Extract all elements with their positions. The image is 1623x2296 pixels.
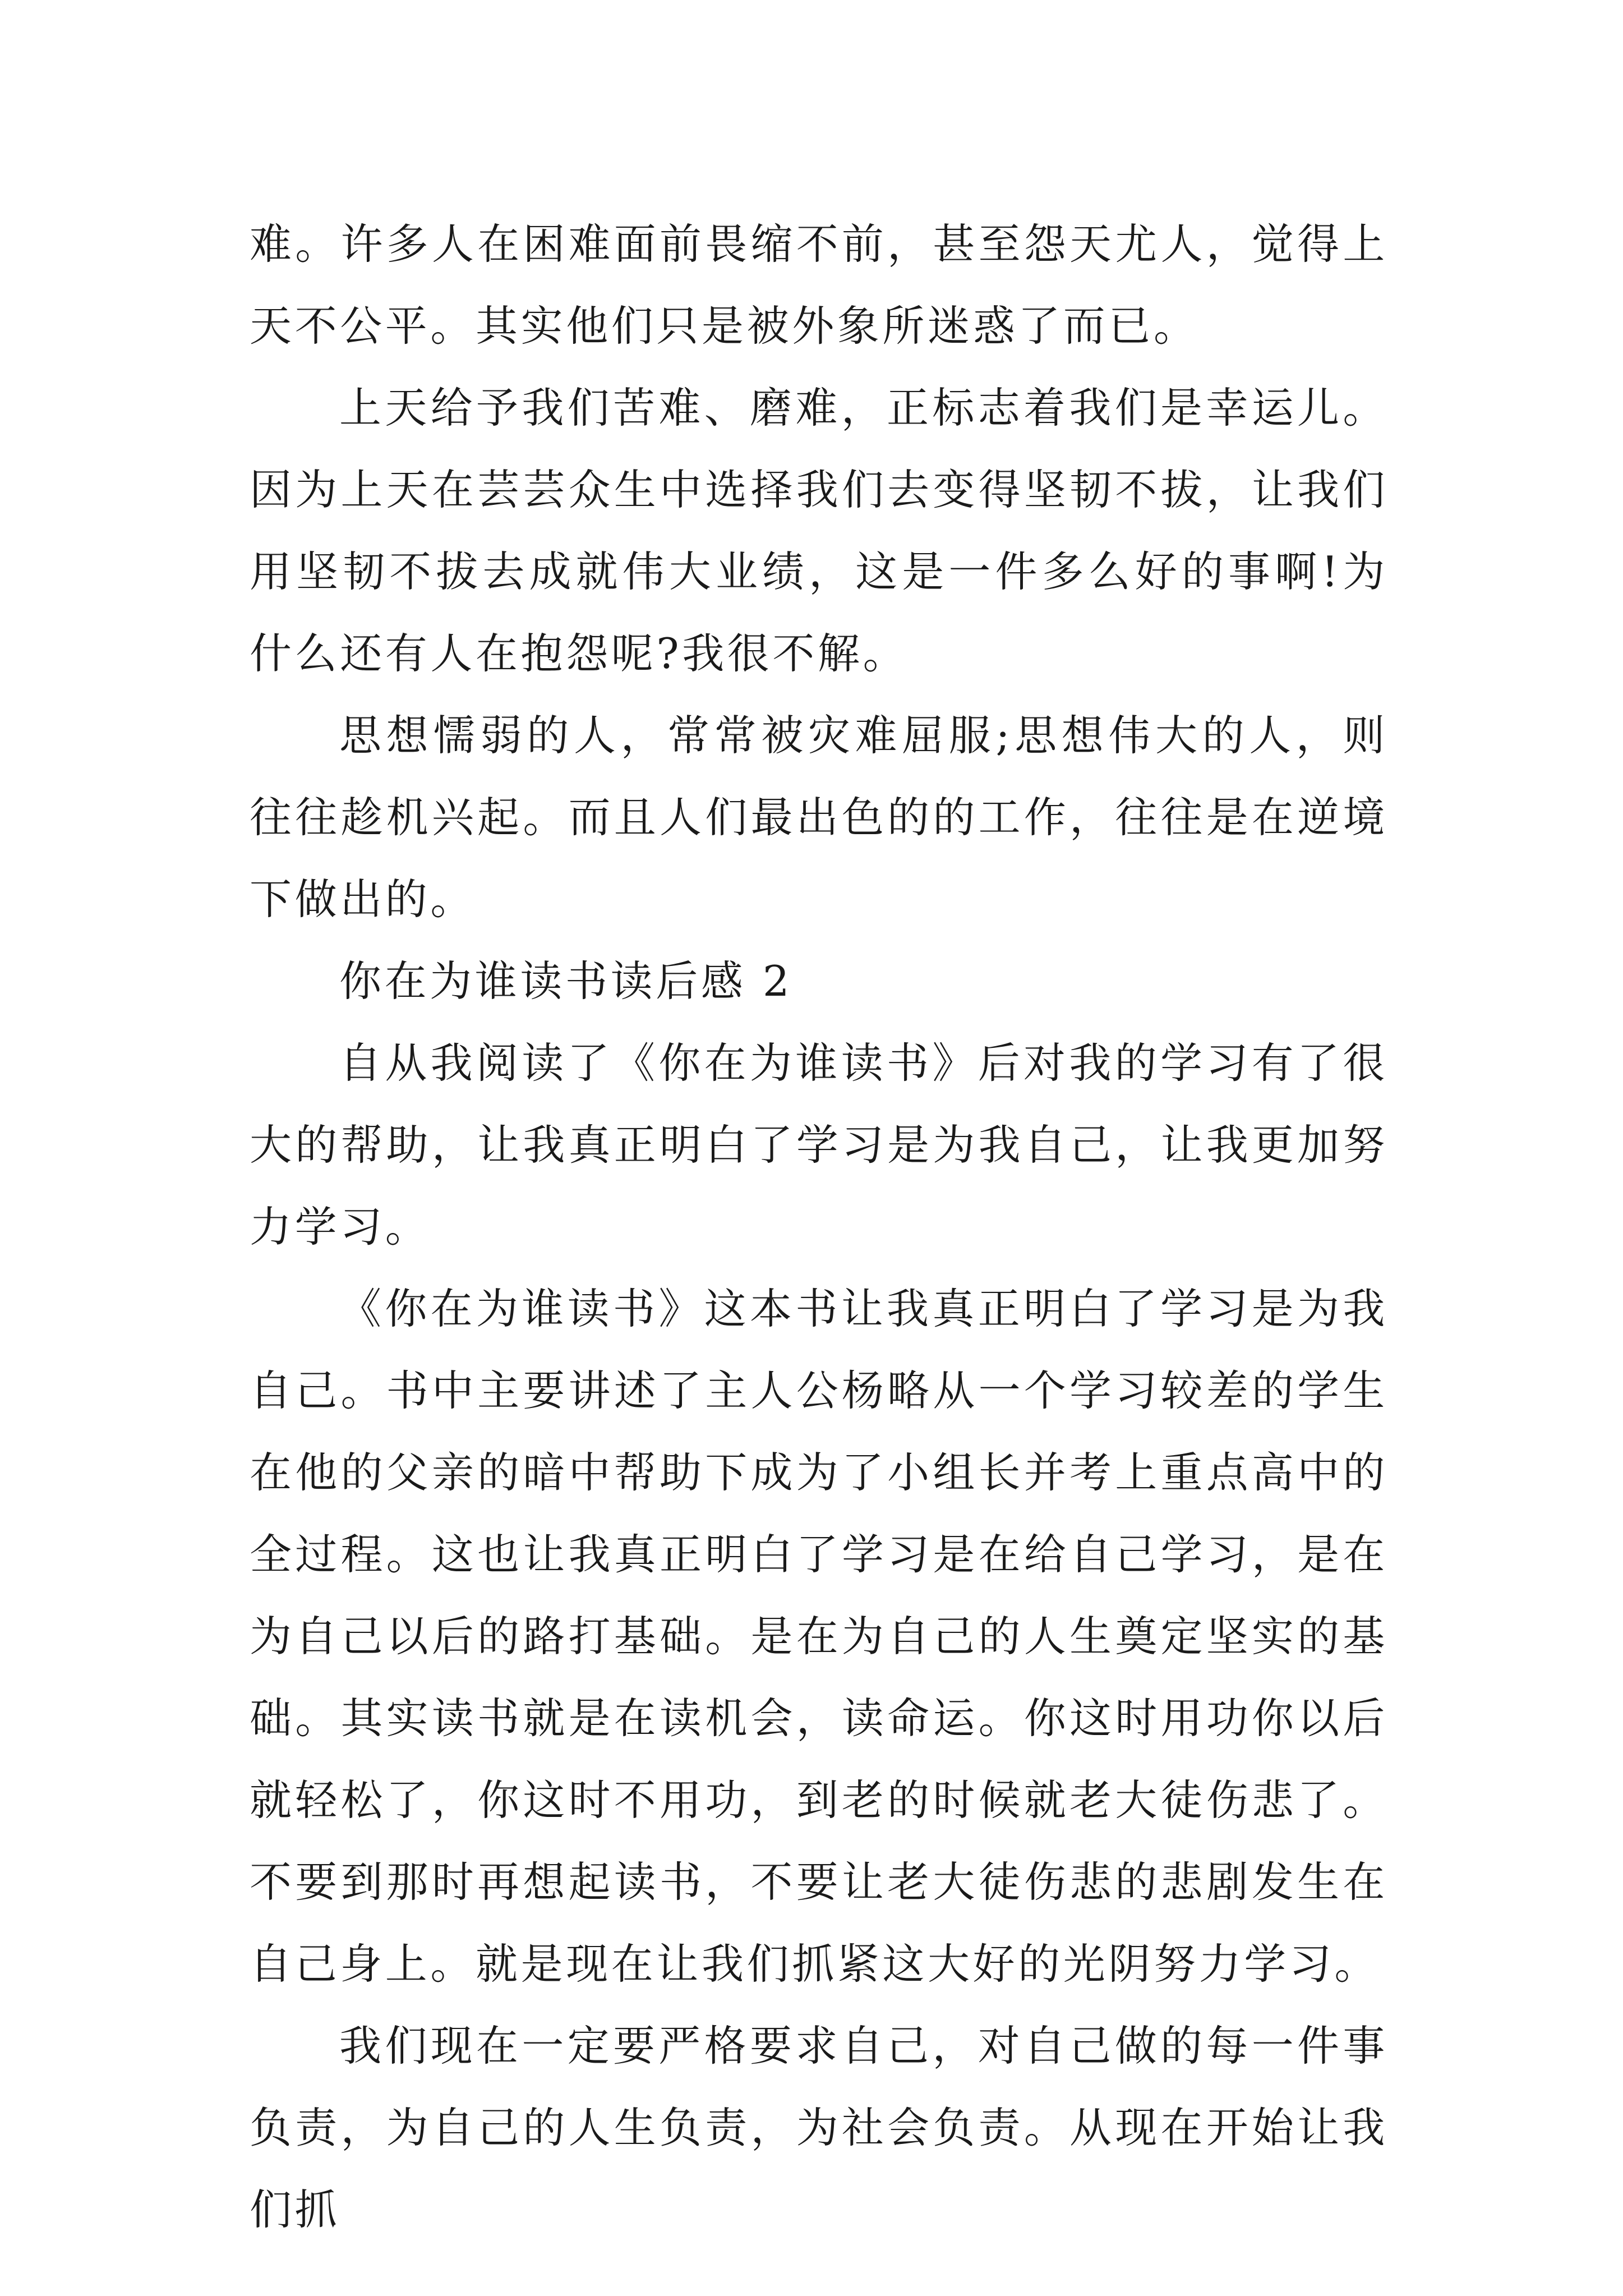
section-heading: 你在为谁读书读后感 2 <box>339 956 793 1006</box>
paragraph-intro: 自从我阅读了《你在为谁读书》后对我的学习有了很大的帮助，让我真正明白了学习是为我自己，让我更加努力学习。 <box>250 1038 1388 1251</box>
document-body <box>250 203 1388 2251</box>
paragraph-adversity: 上天给予我们苦难、磨难，正标志着我们是幸运儿。因为上天在芸芸众生中选择我们去变得坚韧不拔，让我们用坚韧不拔去成就伟大业绩，这是一件多么好的事啊!为什么还有人在抱怨呢?我很不解。 <box>250 383 1388 678</box>
paragraph-responsibility: 我们现在一定要严格要求自己，对自己做的每一件事负责，为自己的人生负责，为社会负责。从现在开始让我们抓 <box>250 2021 1388 2234</box>
paragraph-continuation: 难。许多人在困难面前畏缩不前，甚至怨天尤人，觉得上天不公平。其实他们只是被外象所迷惑了而已。 <box>250 219 1388 351</box>
paragraph-weak-vs-great: 思想懦弱的人，常常被灾难屈服;思想伟大的人，则往往趁机兴起。而且人们最出色的的工作，往往是在逆境下做出的。 <box>250 711 1388 924</box>
paragraph-book-summary: 《你在为谁读书》这本书让我真正明白了学习是为我自己。书中主要讲述了主人公杨略从一个学习较差的学生在他的父亲的暗中帮助下成为了小组长并考上重点高中的全过程。这也让我真正明白了学习是在给自己学习，是在为自己以后的路打基础。是在为自己的人生奠定坚实的基础。其实读书就是在读机会，读命运。你这时用功你以后就轻松了，你这时不用功，到老的时候就老大徒伤悲了。不要到那时再想起读书，不要让老大徒伤悲的悲剧发生在自己身上。就是现在让我们抓紧这大好的光阴努力学习。 <box>250 1284 1388 1989</box>
